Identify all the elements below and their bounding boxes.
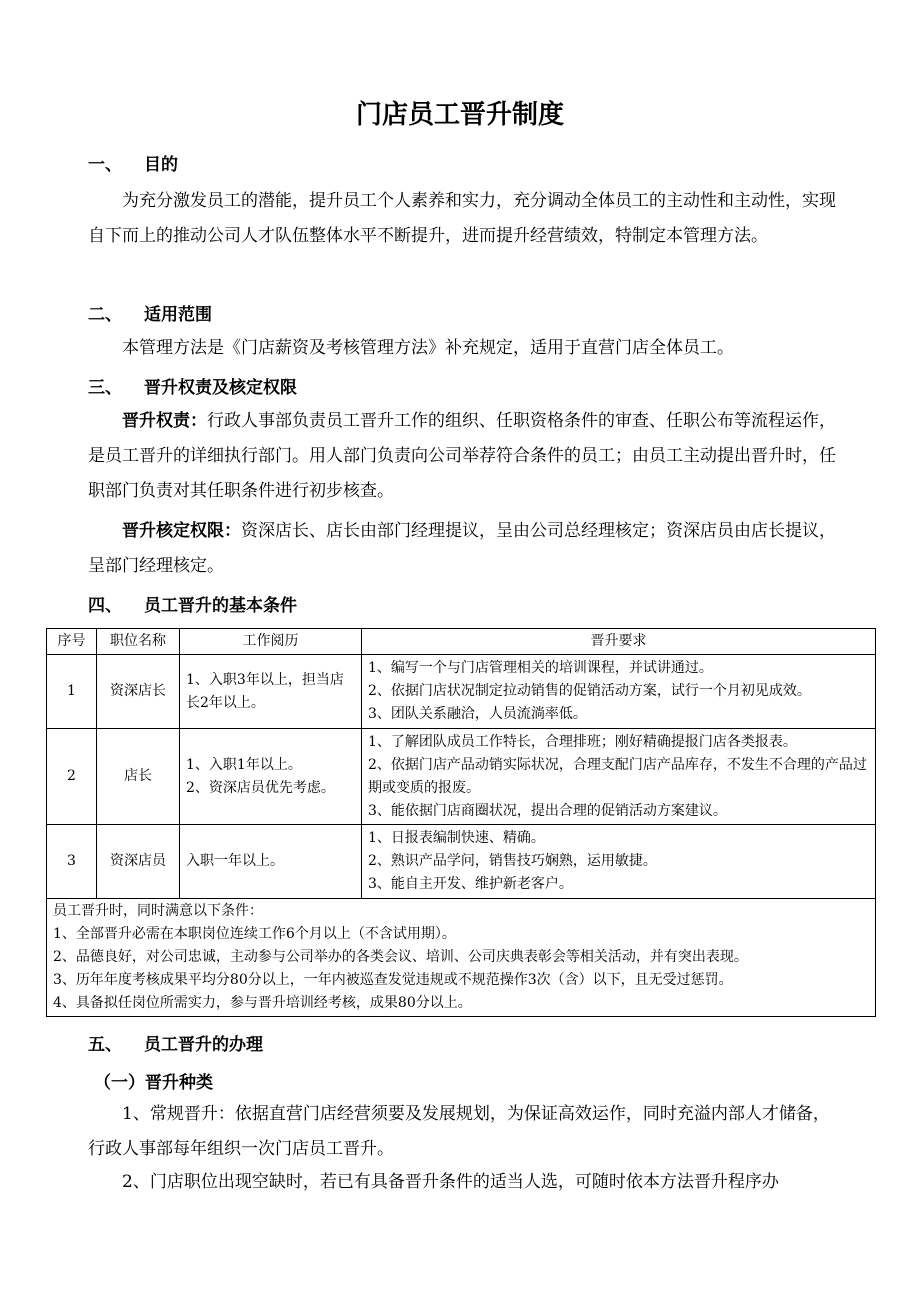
conditions-intro: 员工晋升时，同时满意以下条件： <box>53 903 263 919</box>
table-row <box>47 655 876 729</box>
condition-item: 4、具备拟任岗位所需实力，参与晋升培训经考核，成果80分以上。 <box>53 995 472 1011</box>
header-experience: 工作阅历 <box>180 629 362 655</box>
conditions-row <box>47 899 876 1017</box>
approval-paragraph: 晋升核定权限：资深店长、店长由部门经理提议，呈由公司总经理核定；资深店员由店长提议，呈部门经理核定。 <box>88 521 836 576</box>
table-row <box>47 729 876 825</box>
row-no: 1 <box>47 655 97 729</box>
row-position: 资深店长 <box>97 655 180 729</box>
approval-label: 晋升核定权限： <box>122 521 241 541</box>
section-heading-authority: 三、 晋升权责及核定权限 <box>88 378 297 398</box>
row-requirements: 1、编写一个与门店管理相关的培训课程，并试讲通过。 2、依据门店状况制定拉动销售的促销活动方案，试行一个月初见成效。 3、团队关系融洽，人员流淌率低。 <box>362 655 876 729</box>
section-heading-scope: 二、 适用范围 <box>88 305 212 325</box>
row-position: 资深店员 <box>97 825 180 899</box>
purpose-paragraph: 为充分激发员工的潜能，提升员工个人素养和实力，充分调动全体员工的主动性和主动性，实现自下而上的推动公司人才队伍整体水平不断提升，进而提升经营绩效，特制定本管理方法。 <box>88 191 836 246</box>
promotion-requirements-table <box>46 628 876 1017</box>
row-no: 2 <box>47 729 97 825</box>
row-position: 店长 <box>97 729 180 825</box>
subsection-heading-types: （一）晋升种类 <box>94 1073 213 1093</box>
section-heading-purpose: 一、 目的 <box>88 155 178 175</box>
row-requirements: 1、日报表编制快速、精确。 2、熟识产品学问，销售技巧娴熟，运用敏捷。 3、能自主开发、维护新老客户。 <box>362 825 876 899</box>
section-heading-conditions: 四、 员工晋升的基本条件 <box>88 596 297 616</box>
condition-item: 2、品德良好，对公司忠诚，主动参与公司举办的各类会议、培训、公司庆典表彰会等相关活动，并有突出表现。 <box>53 949 748 965</box>
row-experience: 入职一年以上。 <box>180 825 362 899</box>
condition-item: 1、全部晋升必需在本职岗位连续工作6个月以上（不含试用期）。 <box>53 926 456 942</box>
authority-label: 晋升权责： <box>122 411 207 431</box>
promotion-type-paragraph: 1、常规晋升：依据直营门店经营须要及发展规划，为保证高效运作，同时充溢内部人才储备，行政人事部每年组织一次门店员工晋升。 <box>88 1104 830 1159</box>
general-conditions <box>47 899 876 1017</box>
row-requirements: 1、了解团队成员工作特长，合理排班；刚好精确提报门店各类报表。 2、依据门店产品动销实际状况，合理支配门店产品库存，不发生不合理的产品过期或变质的报废。 3、能依据门店商圈状况，提出合理的促销活动方案建议。 <box>362 729 876 825</box>
scope-paragraph: 本管理方法是《门店薪资及考核管理方法》补充规定，适用于直营门店全体员工。 <box>122 338 734 358</box>
header-requirements: 晋升要求 <box>362 629 876 655</box>
table-row <box>47 825 876 899</box>
condition-item: 3、历年年度考核成果平均分80分以上，一年内被巡查发觉违规或不规范操作3次（含）以下，且无受过惩罚。 <box>53 972 733 988</box>
promotion-type-paragraph: 2、门店职位出现空缺时，若已有具备晋升条件的适当人选，可随时依本方法晋升程序办 <box>122 1172 779 1192</box>
row-no: 3 <box>47 825 97 899</box>
table-header-row <box>47 629 876 655</box>
header-position: 职位名称 <box>97 629 180 655</box>
authority-paragraph: 晋升权责：行政人事部负责员工晋升工作的组织、任职资格条件的审查、任职公布等流程运作，是员工晋升的详细执行部门。用人部门负责向公司举荐符合条件的员工；由员工主动提出晋升时，任职部门负责对其任职条件进行初步核查。 <box>88 411 836 501</box>
row-experience: 1、入职3年以上，担当店长2年以上。 <box>180 655 362 729</box>
row-experience: 1、入职1年以上。 2、资深店员优先考虑。 <box>180 729 362 825</box>
header-no: 序号 <box>47 629 97 655</box>
document-title: 门店员工晋升制度 <box>355 100 564 130</box>
section-heading-process: 五、 员工晋升的办理 <box>88 1035 263 1055</box>
